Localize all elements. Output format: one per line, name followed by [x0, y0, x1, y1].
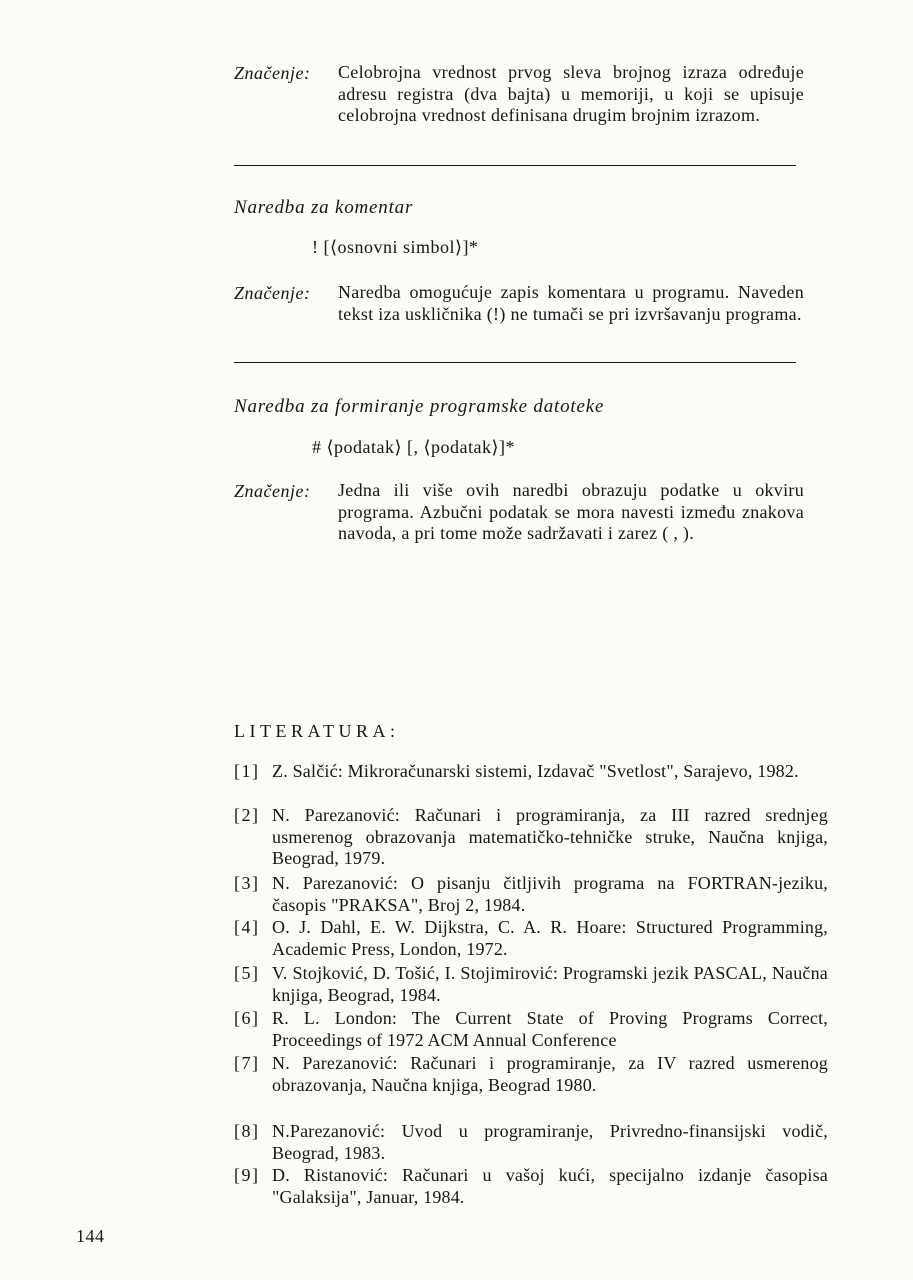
meaning-text: Jedna ili više ovih naredbi obrazuju podatke u okviru programa. Azbučni podatak se mora navesti između znakova navoda, a pri tome može sadržavati i zarez ( , ). — [338, 480, 804, 543]
reference-number: [6] — [234, 1008, 260, 1028]
reference-number: [5] — [234, 963, 260, 983]
meaning-label: Značenje: — [234, 63, 311, 83]
reference-text: N. Parezanović: O pisanju čitljivih programa na FORTRAN-jeziku, časopis "PRAKSA", Broj 2, 1984. — [272, 873, 828, 915]
meaning-text: Celobrojna vrednost prvog sleva brojnog izraza određuje adresu registra (dva bajta) u memoriji, u koji se upisuje celobrojna vrednost definisana drugim brojnim izrazom. — [338, 62, 804, 125]
reference-number: [4] — [234, 917, 260, 937]
reference-number: [7] — [234, 1053, 260, 1073]
section-divider — [234, 165, 796, 166]
literature-title: LITERATURA: — [234, 721, 400, 741]
section-heading-datafile: Naredba za formiranje programske datoteke — [234, 396, 605, 417]
reference-text: D. Ristanović: Računari u vašoj kući, specijalno izdanje časopisa "Galaksija", Januar, 1984. — [272, 1165, 828, 1207]
reference-text: N.Parezanović: Uvod u programiranje, Privredno-finansijski vodič, Beograd, 1983. — [272, 1121, 828, 1163]
reference-text: N. Parezanović: Računari i programiranje, za IV razred usmerenog obrazovanja, Naučna knjiga, Beograd 1980. — [272, 1053, 828, 1095]
reference-text: N. Parezanović: Računari i programiranja, za III razred srednjeg usmerenog obrazovanja matematičko-tehničke struke, Naučna knjiga, Beograd, 1979. — [272, 805, 828, 868]
reference-number: [8] — [234, 1121, 260, 1141]
section-heading-comment: Naredba za komentar — [234, 197, 414, 218]
reference-text: O. J. Dahl, E. W. Dijkstra, C. A. R. Hoare: Structured Programming, Academic Press, London, 1972. — [272, 917, 828, 959]
reference-number: [1] — [234, 761, 260, 781]
meaning-label: Značenje: — [234, 481, 311, 501]
reference-number: [3] — [234, 873, 260, 893]
syntax-datafile: # ⟨podatak⟩ [, ⟨podatak⟩]* — [312, 437, 516, 457]
reference-number: [2] — [234, 805, 260, 825]
reference-text: Z. Salčić: Mikroračunarski sistemi, Izdavač "Svetlost", Sarajevo, 1982. — [272, 761, 799, 781]
page-number: 144 — [76, 1226, 105, 1246]
section-divider — [234, 362, 796, 363]
reference-text: R. L. London: The Current State of Proving Programs Correct, Proceedings of 1972 ACM Annual Conference — [272, 1008, 828, 1050]
syntax-comment: ! [⟨osnovni simbol⟩]* — [312, 237, 479, 257]
reference-number: [9] — [234, 1165, 260, 1185]
meaning-label: Značenje: — [234, 283, 311, 303]
meaning-text: Naredba omogućuje zapis komentara u programu. Naveden tekst iza uskličnika (!) ne tumači se pri izvršavanju programa. — [338, 282, 804, 324]
reference-text: V. Stojković, D. Tošić, I. Stojimirović: Programski jezik PASCAL, Naučna knjiga, Beograd, 1984. — [272, 963, 828, 1005]
